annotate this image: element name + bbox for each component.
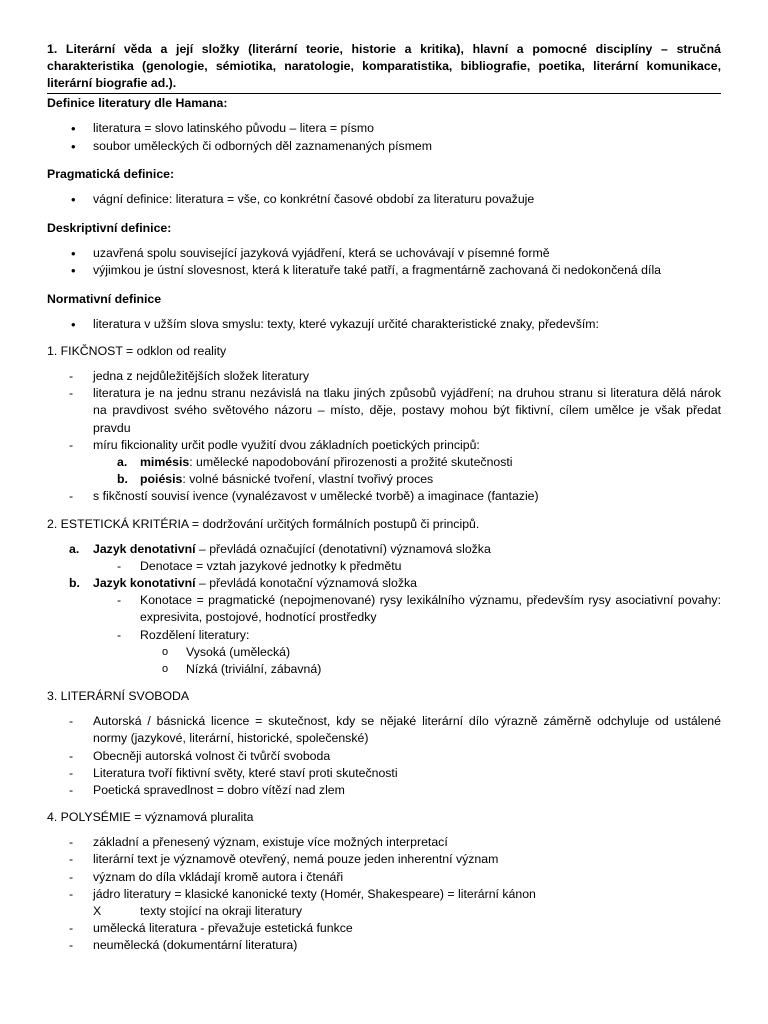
list-item [47,454,721,471]
list-item: • výjimkou je ústní slovesnost, která k literatuře také patří, a fragmentárně zachovaná či nedokončená díla [47,262,721,280]
list-item-text: Rozdělení literatury: [140,627,250,642]
section-freedom-heading: 3. LITERÁRNÍ SVOBODA [47,689,190,704]
list-item: - Konotace = pragmatické (nepojmenované) rysy lexikálního významu, především rysy asociativní povahy: expresivita, postojové, hodnotící prostředky [47,592,721,626]
section-aesthetic-heading: 2. ESTETICKÁ KRITÉRIA = dodržování určitých formálních postupů či principů. [47,516,480,531]
polysemy-list [47,834,721,903]
pragmatic-list [47,191,721,209]
list-item [47,575,721,678]
list-item: o Vysoká (umělecká) [47,644,721,661]
section-polysemy-heading: 4. POLYSÉMIE = významová pluralita [47,810,254,825]
list-item: - literární text je významově otevřený, nemá pouze jeden inherentní význam [47,851,721,868]
term-denotative: Jazyk denotativní [93,541,196,556]
list-item: - význam do díla vkládají kromě autora i čtenáři [47,869,721,886]
list-item: • soubor uměleckých či odborných děl zaznamenaných písmem [47,138,721,156]
list-item: - Literatura tvoří fiktivní světy, které staví proti skutečnosti [47,765,721,782]
list-item: • literatura v užším slova smyslu: texty, které vykazují určité charakteristické znaky, především: [47,316,721,334]
term-poiesis: poiésis [140,472,183,487]
document-page [47,41,721,955]
list-item: o Nízká (triviální, zábavná) [47,661,721,678]
contrast-marker: X [93,904,102,919]
list-item: - Poetická spravedlnost = dobro vítězí nad zlem [47,782,721,799]
list-item: - jedna z nejdůležitějších složek literatury [47,368,721,385]
list-item: - Denotace = vztah jazykové jednotky k předmětu [47,558,721,575]
term-mimesis: mimésis [140,455,190,470]
term-description: – převládá označující (denotativní) významová složka [195,541,491,556]
item-marker: a. [117,455,128,470]
list-item: - Obecněji autorská volnost či tvůrčí svoboda [47,748,721,765]
hamann-list [47,120,721,155]
list-item [47,627,721,679]
list-item: - jádro literatury = klasické kanonické texty (Homér, Shakespeare) = literární kánon [47,886,721,903]
term-description: : umělecké napodobování přirozenosti a prožité skutečnosti [189,455,513,470]
list-item: • vágní definice: literatura = vše, co konkrétní časové období za literaturu považuje [47,191,721,209]
page-title: 1. Literární věda a její složky (literární teorie, historie a kritika), hlavní a pomocné disciplíny – stručná charakteristika (genologie, sémiotika, naratologie, komparatistika, bibliografie, poetika, literární komunikace, literární biografie ad.). [47,41,721,94]
normative-list [47,316,721,334]
literature-division-list [47,644,721,678]
term-connotative: Jazyk konotativní [93,576,196,591]
contrast-row [47,903,721,920]
normative-heading: Normativní definice [47,291,162,306]
descriptive-heading: Deskriptivní definice: [47,220,172,235]
principles-list [47,454,721,488]
list-item: - s fikčností souvisí ivence (vynalézavost v umělecké tvorbě) a imaginace (fantazie) [47,488,721,505]
denotative-sublist [47,558,721,575]
item-marker: a. [69,541,80,556]
list-item-text: míru fikcionality určit podle využití dvou základních poetických principů: [93,437,480,452]
polysemy-list-continued [47,920,721,954]
list-item [47,541,721,575]
list-item [47,471,721,488]
list-item: - základní a přenesený význam, existuje více možných interpretací [47,834,721,851]
term-description: : volné básnické tvoření, vlastní tvořivý proces [182,472,434,487]
freedom-list [47,713,721,799]
aesthetic-list [47,541,721,679]
list-item: - neumělecká (dokumentární literatura) [47,937,721,954]
fictionality-list [47,368,721,506]
connotative-sublist [47,592,721,678]
list-item [47,437,721,489]
list-item: - umělecká literatura - převažuje estetická funkce [47,920,721,937]
pragmatic-heading: Pragmatická definice: [47,167,175,181]
item-marker: b. [117,472,128,487]
list-item: • uzavřená spolu související jazyková vyjádření, která se uchovávají v písemné formě [47,245,721,263]
term-description: – převládá konotační významová složka [195,576,417,591]
descriptive-list [47,245,721,280]
list-item: • literatura = slovo latinského původu – litera = písmo [47,120,721,138]
contrast-text: texty stojící na okraji literatury [140,904,302,919]
list-item: - literatura je na jednu stranu nezávislá na tlaku jiných způsobů vyjádření; na druhou stranu si literatura dělá nárok na pravdivost svého světového názoru – místo, děje, postavy mohou být fiktivní, cílem umělce je však předat pravdu [47,385,721,437]
hamann-heading: Definice literatury dle Hamana: [47,96,228,110]
section-fictionality-heading: 1. FIKČNOST = odklon od reality [47,344,227,358]
item-marker: b. [69,576,80,591]
list-item: - Autorská / básnická licence = skutečnost, kdy se nějaké literární dílo výrazně záměrně odchyluje od ustálené normy (jazykové, literární, historické, společenské) [47,713,721,747]
